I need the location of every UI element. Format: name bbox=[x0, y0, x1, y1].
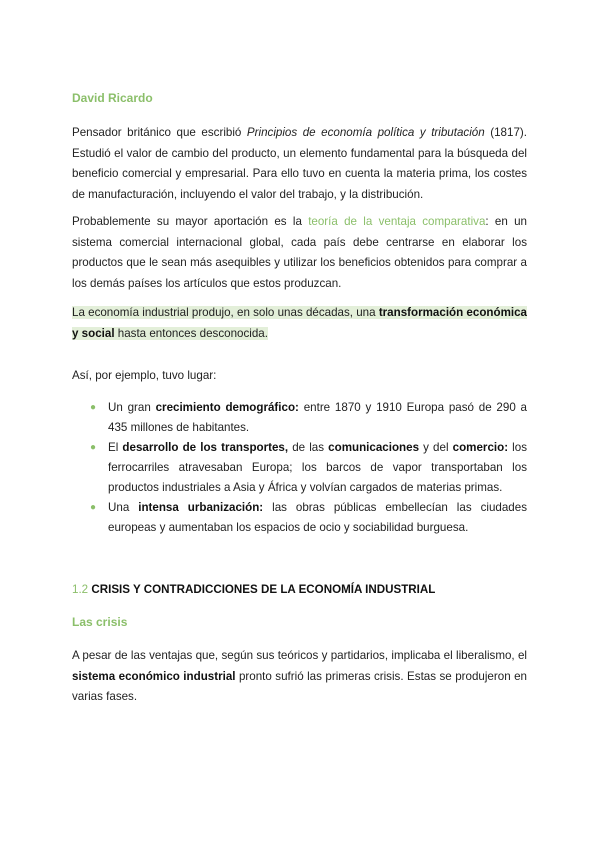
text: entre 1870 y 1910 Europa pasó de 290 a 435 millones de habitantes. bbox=[108, 401, 528, 434]
text: Probablemente su mayor aportación es la bbox=[72, 215, 309, 228]
text: de las bbox=[288, 441, 329, 454]
bold-text: sistema económico industrial bbox=[72, 669, 236, 683]
text: Un gran bbox=[108, 401, 156, 414]
bullet-icon: ● bbox=[90, 442, 97, 453]
paragraph-comparative-advantage bbox=[72, 212, 527, 294]
bullet-icon: ● bbox=[90, 502, 97, 513]
text: La economía industrial produjo, en solo unas décadas, una bbox=[72, 306, 379, 319]
text: las obras públicas embellecían las ciudades europeas y aumentaban los espacios de ocio y sociabilidad burguesa. bbox=[108, 501, 527, 534]
text: (1817). Estudió el valor de cambio del producto, un elemento fundamental para la búsqueda del beneficio comercial y empresarial. Para ello tuvo en cuenta la materia prima, los costes de manufacturación, incluyendo el valor del trabajo, y la distribución. bbox=[72, 126, 527, 201]
section-title-text: CRISIS Y CONTRADICCIONES DE LA ECONOMÍA INDUSTRIAL bbox=[91, 583, 436, 596]
text: y del bbox=[419, 441, 453, 454]
bold-text: comercio: bbox=[452, 441, 509, 454]
bold-text: comunicaciones bbox=[328, 441, 420, 454]
section-title bbox=[72, 583, 527, 596]
paragraph-crisis bbox=[72, 646, 527, 708]
text: pronto sufrió las primeras crisis. Estas se produjeron en varias fases. bbox=[72, 669, 527, 703]
bullet-icon: ● bbox=[90, 402, 97, 413]
bold-text: transformación económica y social bbox=[72, 306, 527, 340]
bullet-list bbox=[72, 398, 527, 538]
bold-text: intensa urbanización: bbox=[138, 501, 264, 514]
paragraph-ricardo-bio bbox=[72, 123, 527, 205]
person-heading: David Ricardo bbox=[72, 91, 153, 105]
text: los ferrocarriles atravesaban Europa; los barcos de vapor transportaban los productos industriales a Asia y África y volvían cargados de materias primas. bbox=[108, 441, 527, 494]
comparative-advantage-link[interactable]: teoría de la ventaja comparativa bbox=[308, 215, 486, 228]
highlighted-text bbox=[72, 306, 527, 340]
book-title: Principios de economía política y tributación bbox=[246, 126, 485, 139]
list-intro: Así, por ejemplo, tuvo lugar: bbox=[72, 369, 217, 382]
text: El bbox=[108, 441, 123, 454]
text: Una bbox=[108, 501, 139, 514]
text: A pesar de las ventajas que, según sus teóricos y partidarios, implicaba el liberalismo, el bbox=[72, 649, 527, 662]
paragraph-highlighted bbox=[72, 303, 527, 344]
bold-text: desarrollo de los transportes, bbox=[122, 441, 289, 454]
section-number: 1.2 bbox=[72, 583, 89, 596]
subheading: Las crisis bbox=[72, 615, 128, 629]
bold-text: crecimiento demográfico: bbox=[155, 401, 299, 414]
text: hasta entonces desconocida. bbox=[114, 326, 268, 340]
text: Pensador británico que escribió bbox=[72, 126, 247, 139]
text: : en un sistema comercial internacional global, cada país debe centrarse en elaborar los productos que le sean más asequibles y utilizar los beneficios obtenidos para comprar a los demás países los artículos que estos produzcan. bbox=[72, 215, 527, 290]
list-item bbox=[72, 398, 527, 438]
list-item bbox=[72, 498, 527, 538]
list-item bbox=[72, 438, 527, 498]
